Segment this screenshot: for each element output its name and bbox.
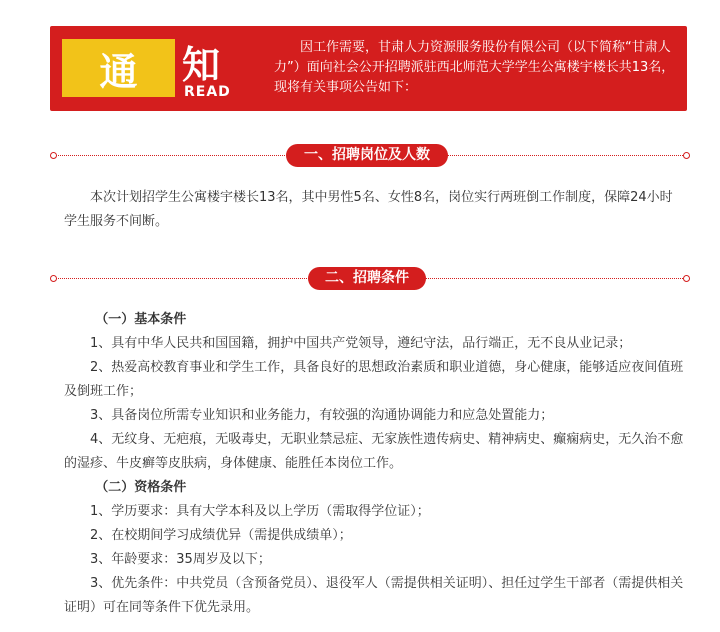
list-item: 1、具有中华人民共和国国籍，拥护中国共产党领导，遵纪守法，品行端正，无不良从业记录； — [90, 336, 632, 351]
list-item: 1、学历要求：具有大学本科及以上学历（需取得学位证）； — [90, 504, 430, 519]
section-divider-2 — [50, 264, 690, 294]
notice-char: 知 — [182, 43, 221, 87]
list-item: 3、年龄要求：35周岁及以下； — [90, 552, 271, 567]
notice-badge — [62, 39, 175, 97]
basic-conditions-heading: （一）基本条件 — [95, 312, 187, 327]
section-title-2: 二、招聘条件 — [308, 267, 426, 290]
divider-dot — [683, 152, 690, 159]
section1-body: 本次计划招学生公寓楼宇楼长13名，其中男性5名、女性8名，岗位实行两班倒工作制度，保障24小时学生服务不间断。 — [64, 190, 673, 229]
notice-banner — [50, 26, 687, 111]
qualification-heading: （二）资格条件 — [95, 480, 187, 495]
divider-dot — [683, 275, 690, 282]
section-title-1: 一、招聘岗位及人数 — [286, 144, 448, 167]
divider-dot — [50, 275, 57, 282]
badge-char: 通 — [99, 49, 138, 94]
list-item: 3、具备岗位所需专业知识和业务能力，有较强的沟通协调能力和应急处置能力； — [90, 408, 554, 423]
list-item: 4、无纹身、无疤痕，无吸毒史，无职业禁忌症、无家族性遗传病史、精神病史、癫痫病史，无久治不愈的湿疹、牛皮癣等皮肤病，身体健康、能胜任本岗位工作。 — [64, 432, 684, 471]
section-divider-1 — [50, 141, 690, 171]
read-label: READ — [184, 84, 231, 100]
notice-intro: 因工作需要，甘肃人力资源服务股份有限公司（以下简称“甘肃人力”）面向社会公开招聘派驻西北师范大学学生公寓楼宇楼长共13名，现将有关事项公告如下： — [274, 40, 675, 95]
list-item: 2、在校期间学习成绩优异（需提供成绩单）； — [90, 528, 352, 543]
list-item: 3、优先条件：中共党员（含预备党员）、退役军人（需提供相关证明）、担任过学生干部者（需提供相关证明）可在同等条件下优先录用。 — [64, 576, 684, 615]
list-item: 2、热爱高校教育事业和学生工作，具备良好的思想政治素质和职业道德，身心健康，能够适应夜间值班及倒班工作； — [64, 360, 684, 399]
divider-dot — [50, 152, 57, 159]
